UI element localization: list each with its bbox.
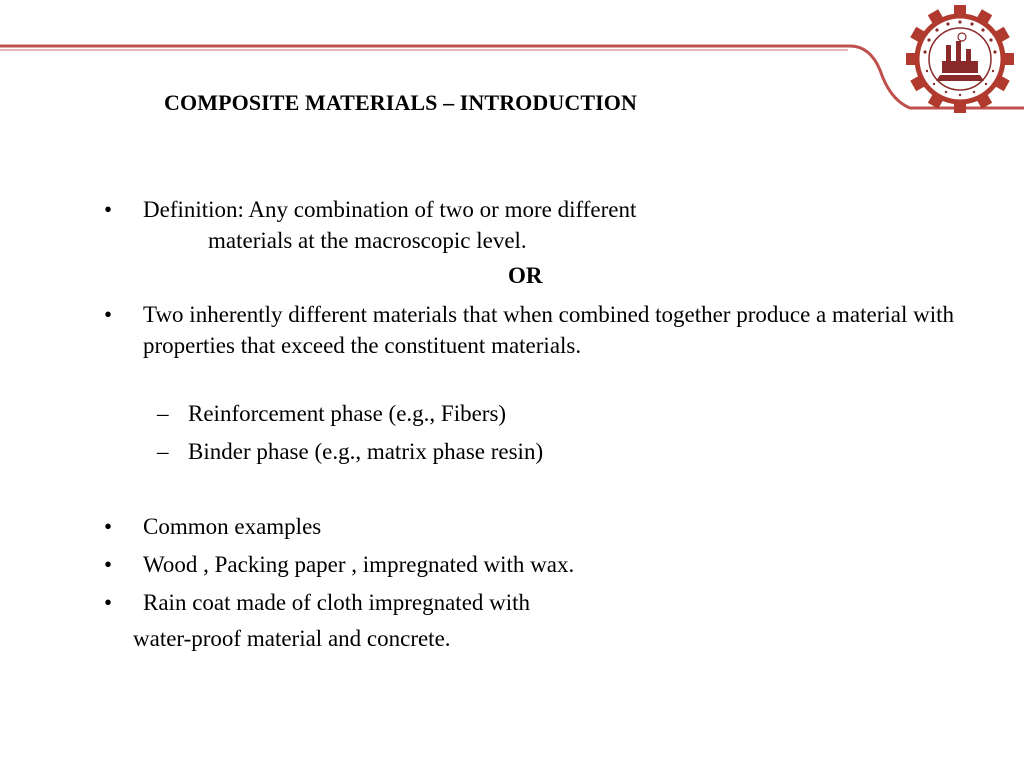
example-raincoat-line-2: water-proof material and concrete. <box>133 626 451 651</box>
sub-bullet-marker: – <box>157 401 169 426</box>
composite-description: Two inherently different materials that when combined together produce a material with properties that exceed the constituent materials. <box>143 302 954 358</box>
bullet-marker: • <box>104 590 113 615</box>
common-examples: Common examples <box>143 514 322 539</box>
subitem-binder: Binder phase (e.g., matrix phase resin) <box>188 439 544 464</box>
definition-line-1: Definition: Any combination of two or more different <box>143 197 637 222</box>
or-separator: OR <box>508 263 543 288</box>
example-raincoat-line-1: Rain coat made of cloth impregnated with <box>143 590 531 615</box>
bullet-marker: • <box>104 197 113 222</box>
definition-line-2: materials at the macroscopic level. <box>208 228 527 253</box>
bullet-marker: • <box>104 552 113 577</box>
bullet-marker: • <box>104 302 113 327</box>
bullet-marker: • <box>104 514 113 539</box>
slide-title: COMPOSITE MATERIALS – INTRODUCTION <box>164 90 637 115</box>
sub-bullet-marker: – <box>157 439 169 464</box>
example-wood: Wood , Packing paper , impregnated with wax. <box>143 552 575 577</box>
subitem-reinforcement: Reinforcement phase (e.g., Fibers) <box>188 401 507 426</box>
